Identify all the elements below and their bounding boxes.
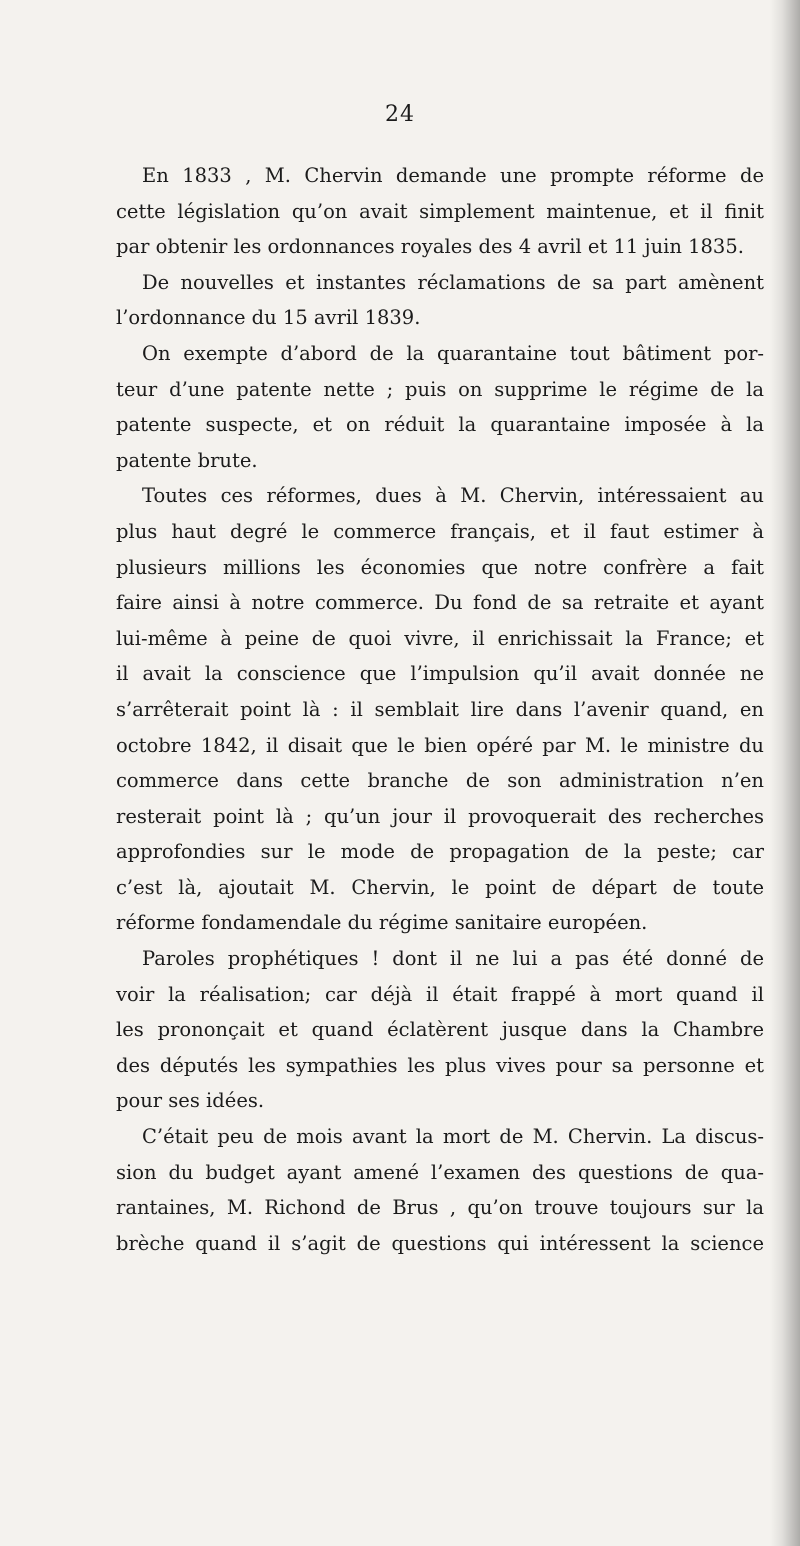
text-line: C’était peu de mois avant la mort de M. Chervin. La discus- xyxy=(142,1125,764,1149)
text-line: lui-même à peine de quoi vivre, il enrichissait la France; et xyxy=(116,626,764,650)
text-line: teur d’une patente nette ; puis on supprime le régime de la xyxy=(116,377,764,401)
paragraph xyxy=(116,941,764,1119)
paragraph xyxy=(116,265,764,336)
text-line: rantaines, M. Richond de Brus , qu’on trouve toujours sur la xyxy=(116,1196,764,1220)
text-line: c’est là, ajoutait M. Chervin, le point de départ de toute xyxy=(116,875,764,899)
page-number: 24 xyxy=(385,102,415,127)
paragraph xyxy=(116,158,764,265)
page-edge-shadow xyxy=(770,0,800,1546)
text-line: faire ainsi à notre commerce. Du fond de sa retraite et ayant xyxy=(116,591,764,615)
text-line: voir la réalisation; car déjà il était frappé à mort quand il xyxy=(116,982,764,1006)
text-line: Paroles prophétiques ! dont il ne lui a pas été donné de xyxy=(142,947,764,971)
text-line: sion du budget ayant amené l’examen des questions de qua- xyxy=(116,1160,764,1184)
text-line: pour ses idées. xyxy=(116,1089,265,1113)
text-line: patente suspecte, et on réduit la quarantaine imposée à la xyxy=(116,413,764,437)
text-line: réforme fondamendale du régime sanitaire européen. xyxy=(116,911,648,935)
text-line: resterait point là ; qu’un jour il provoquerait des recherches xyxy=(116,804,764,828)
text-line: l’ordonnance du 15 avril 1839. xyxy=(116,306,421,330)
text-line: cette législation qu’on avait simplement maintenue, et il finit xyxy=(116,199,764,223)
paragraph xyxy=(116,336,764,478)
paragraph xyxy=(116,478,764,941)
paragraph xyxy=(116,1119,764,1261)
text-line: commerce dans cette branche de son administration n’en xyxy=(116,769,764,793)
text-line: On exempte d’abord de la quarantaine tout bâtiment por- xyxy=(142,341,764,365)
text-line: les prononçait et quand éclatèrent jusque dans la Chambre xyxy=(116,1018,764,1042)
text-line: En 1833 , M. Chervin demande une prompte réforme de xyxy=(142,164,764,187)
text-line: patente brute. xyxy=(116,448,258,472)
text-line: De nouvelles et instantes réclamations de sa part amènent xyxy=(142,270,764,294)
text-line: octobre 1842, il disait que le bien opéré par M. le ministre du xyxy=(116,733,764,757)
text-line: s’arrêterait point là : il semblait lire dans l’avenir quand, en xyxy=(116,697,764,721)
text-line: brèche quand il s’agit de questions qui intéressent la science xyxy=(116,1231,764,1255)
body-text xyxy=(116,158,764,1261)
text-line: Toutes ces réformes, dues à M. Chervin, intéressaient au xyxy=(142,484,764,508)
text-line: plusieurs millions les économies que notre confrère a fait xyxy=(116,555,764,579)
text-line: il avait la conscience que l’impulsion qu’il avait donnée ne xyxy=(116,662,764,686)
text-line: plus haut degré le commerce français, et il faut estimer à xyxy=(116,519,764,543)
text-line: des députés les sympathies les plus vives pour sa personne et xyxy=(116,1053,764,1077)
text-line: approfondies sur le mode de propagation de la peste; car xyxy=(116,840,764,864)
text-line: par obtenir les ordonnances royales des 4 avril et 11 juin 1835. xyxy=(116,235,744,259)
